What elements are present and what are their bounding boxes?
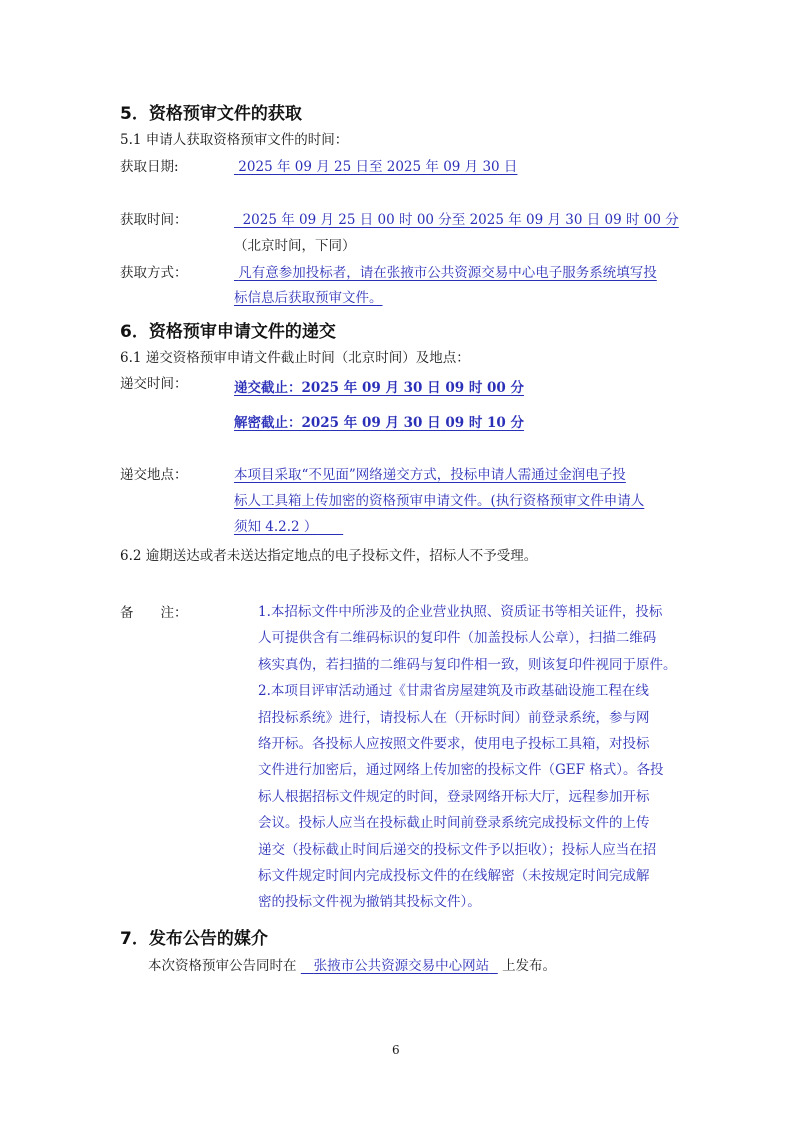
place-label: 递交地点： (120, 467, 188, 483)
remarks-line: 标文件规定时间内完成投标文件的在线解密（未按规定时间完成解 (258, 868, 650, 885)
submit-label: 递交时间： (120, 376, 188, 392)
remarks-line: 1.本招标文件中所涉及的企业营业执照、资质证书等相关证件，投标 (258, 604, 663, 620)
time-value: 2025 年 09 月 25 日 00 时 00 分至 2025 年 09 月 30 日 09 时 00 分 (242, 212, 679, 228)
date-label: 获取日期: (120, 159, 179, 175)
late-submission-note: 6.2 逾期送达或者未送达指定地点的电子投标文件，招标人不予受理。 (120, 548, 538, 564)
place-line-2: 标人工具箱上传加密的资格预审申请文件。(执行资格预审文件申请人 (234, 493, 645, 509)
section-5-1-text: 5.1 申请人获取资格预审文件的时间： (120, 132, 349, 148)
place-line-1: 本项目采取“不见面”网络递交方式，投标申请人需通过金润电子投 (234, 467, 626, 483)
remarks-line: 标人根据招标文件规定的时间，登录网络开标大厅，远程参加开标 (258, 788, 650, 805)
time-note: （北京时间，下同） (234, 238, 356, 254)
method-label: 获取方式： (120, 265, 188, 281)
deadline-line: 递交截止：2025 年 09 月 30 日 09 时 00 分 (234, 380, 525, 396)
remarks-line: 招投标系统》进行，请投标人在（开标时间）前登录系统，参与网 (258, 709, 650, 726)
remarks-line: 人可提供含有二维码标识的复印件（加盖投标人公章），扫描二维码 (258, 630, 657, 647)
method-line-1: 凡有意参加投标者，请在张掖市公共资源交易中心电子服务系统填写投 (238, 265, 657, 281)
place-line-3: 须知 4.2.2 ） (234, 519, 318, 535)
section-6-heading: 6．资格预审申请文件的递交 (120, 322, 336, 342)
decrypt-line: 解密截止：2025 年 09 月 30 日 09 时 10 分 (234, 415, 525, 431)
media-sentence (148, 955, 556, 977)
remarks-line: 密的投标文件视为撤销其投标文件）。 (258, 894, 481, 911)
media-suffix: 上发布。 (502, 958, 557, 974)
method-line-2: 标信息后获取预审文件。 (234, 290, 383, 306)
media-prefix: 本次资格预审公告同时在 (148, 958, 297, 974)
time-label: 获取时间： (120, 212, 188, 228)
remarks-line: 核实真伪，若扫描的二维码与复印件相一致，则该复印件视同于原件。 (258, 656, 677, 673)
remarks-line: 2.本项目评审活动通过《甘肃省房屋建筑及市政基础设施工程在线 (258, 683, 649, 700)
page-number: 6 (392, 1043, 400, 1057)
media-name: 张掖市公共资源交易中心网站 (313, 958, 490, 974)
date-value: 2025 年 09 月 25 日至 2025 年 09 月 30 日 (238, 159, 518, 175)
section-7-heading: 7．发布公告的媒介 (120, 929, 268, 949)
remarks-body (258, 599, 678, 916)
remarks-line: 会议。投标人应当在投标截止时间前登录系统完成投标文件的上传 (258, 815, 650, 832)
remarks-line: 文件进行加密后，通过网络上传加密的投标文件（GEF 格式）。各投 (258, 762, 664, 779)
section-5-heading: 5．资格预审文件的获取 (120, 104, 302, 124)
section-6-1-text: 6.1 递交资格预审申请文件截止时间（北京时间）及地点： (120, 350, 470, 366)
remarks-line: 递交（投标截止时间后递交的投标文件予以拒收）；投标人应当在招 (258, 841, 657, 858)
remarks-line: 络开标。各投标人应按照文件要求，使用电子投标工具箱，对投标 (258, 736, 650, 753)
remarks-label: 备 注： (120, 605, 188, 621)
